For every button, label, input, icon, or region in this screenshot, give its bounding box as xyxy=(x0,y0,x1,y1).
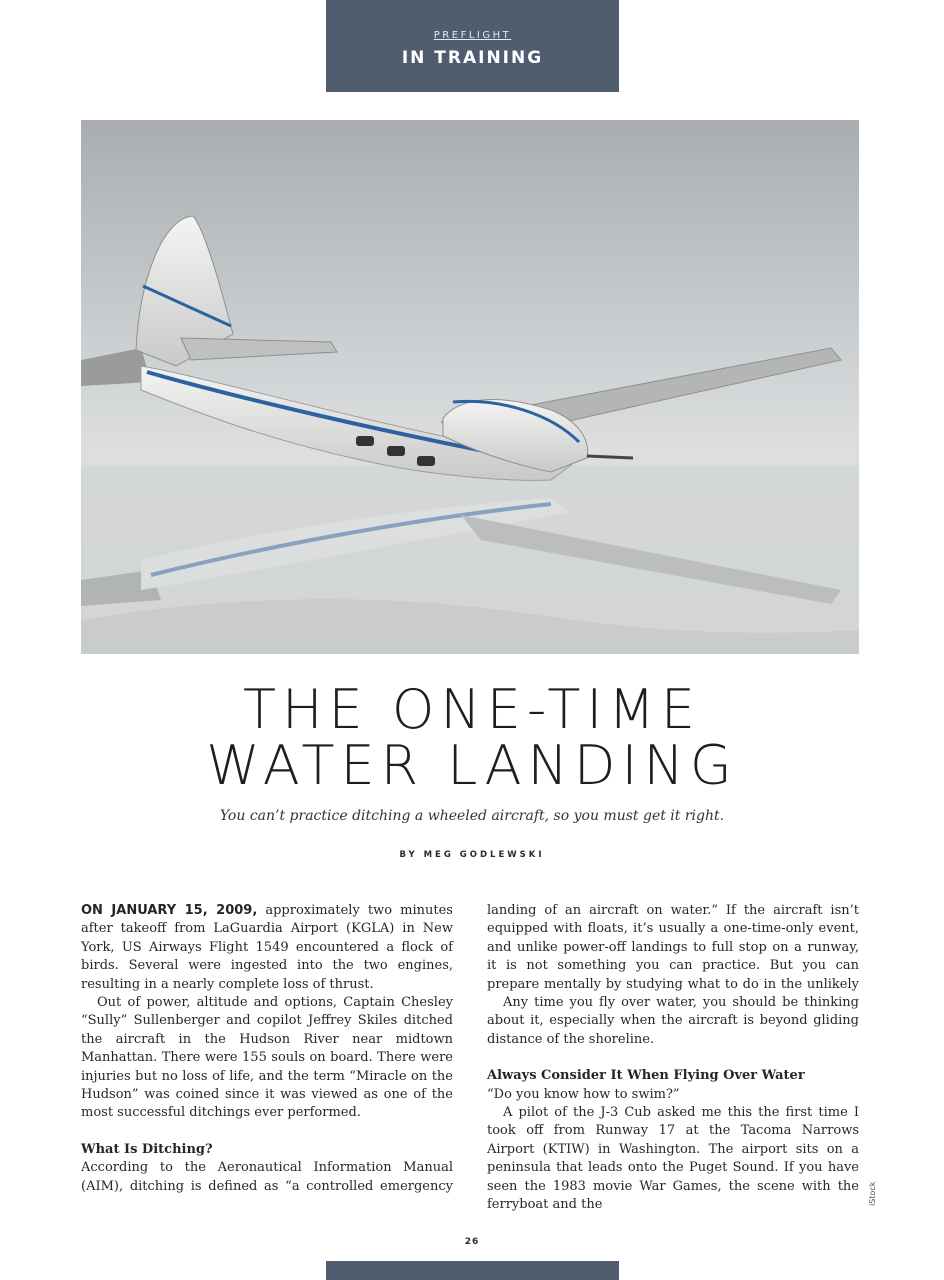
footer-tab xyxy=(326,1261,619,1280)
headline-line-1: THE ONE-TIME xyxy=(242,678,702,741)
body-paragraph-3-continued xyxy=(487,902,859,994)
body-paragraph-6: A pilot of the J-3 Cub asked me this the first time I took off from Runway 17 at the Tacoma Narrows Airport (KTIW) in Washington. The airport sits on a peninsula that leads onto the Puget Sound. If you have seen the 1983 movie War Games, the scene with the ferryboat and the xyxy=(487,1105,859,1213)
body-column-right xyxy=(487,902,859,1214)
body-column-left xyxy=(81,902,453,1196)
subhead-flying-over-water: Always Consider It When Flying Over Water xyxy=(487,1068,805,1084)
hero-photo xyxy=(81,120,859,654)
lead-in-caps: ON JANUARY 15, 2009, xyxy=(81,903,258,918)
article-headline xyxy=(60,678,884,797)
section-kicker: PREFLIGHT xyxy=(433,30,512,41)
photo-credit: iStock xyxy=(868,1181,877,1206)
body-paragraph-2: Out of power, altitude and options, Captain Chesley “Sully” Sullenberger and copilot Jeffrey Skiles ditched the aircraft in the Hudson River near midtown Manhattan. There were 155 souls on board. There were injuries but no loss of life, and the term “Miracle on the Hudson” was coined since it was viewed as one of the most successful ditchings ever performed. xyxy=(81,995,453,1121)
article-byline: BY MEG GODLEWSKI xyxy=(399,850,545,860)
section-header-tab xyxy=(326,0,619,92)
body-paragraph-5: “Do you know how to swim?” xyxy=(487,1086,680,1102)
page-number: 26 xyxy=(464,1237,480,1247)
subhead-what-is-ditching: What Is Ditching? xyxy=(81,1141,213,1157)
body-paragraph-1 xyxy=(81,902,453,994)
headline-line-2: WATER LANDING xyxy=(206,734,738,797)
paragraph-1-text: approximately two minutes after takeoff from LaGuardia Airport (KGLA) in New York, US Airways Flight 1549 encountered a flock of birds. Several were ingested into the two engines, resulting in a nearly complete loss of thrust. xyxy=(81,903,453,992)
paragraph-3-continued-text: landing of an aircraft on water.” If the aircraft isn’t equipped with floats, it’s usually a one-time-only event, and unlike power-off landings to full stop on a runway, it is not something you can practice. But you can prepare mentally by studying what to do in the unlikely xyxy=(487,903,859,992)
body-paragraph-4: Any time you fly over water, you should be thinking about it, especially when the aircraft is beyond gliding distance of the shoreline. xyxy=(487,995,859,1047)
airplane-ditched-in-water-photo xyxy=(81,120,859,654)
section-title: IN TRAINING xyxy=(401,48,544,68)
article-subtitle: You can’t practice ditching a wheeled aircraft, so you must get it right. xyxy=(219,808,725,824)
body-paragraph-3: According to the Aeronautical Information Manual (AIM), ditching is defined as “a controlled emergency xyxy=(81,1160,453,1194)
